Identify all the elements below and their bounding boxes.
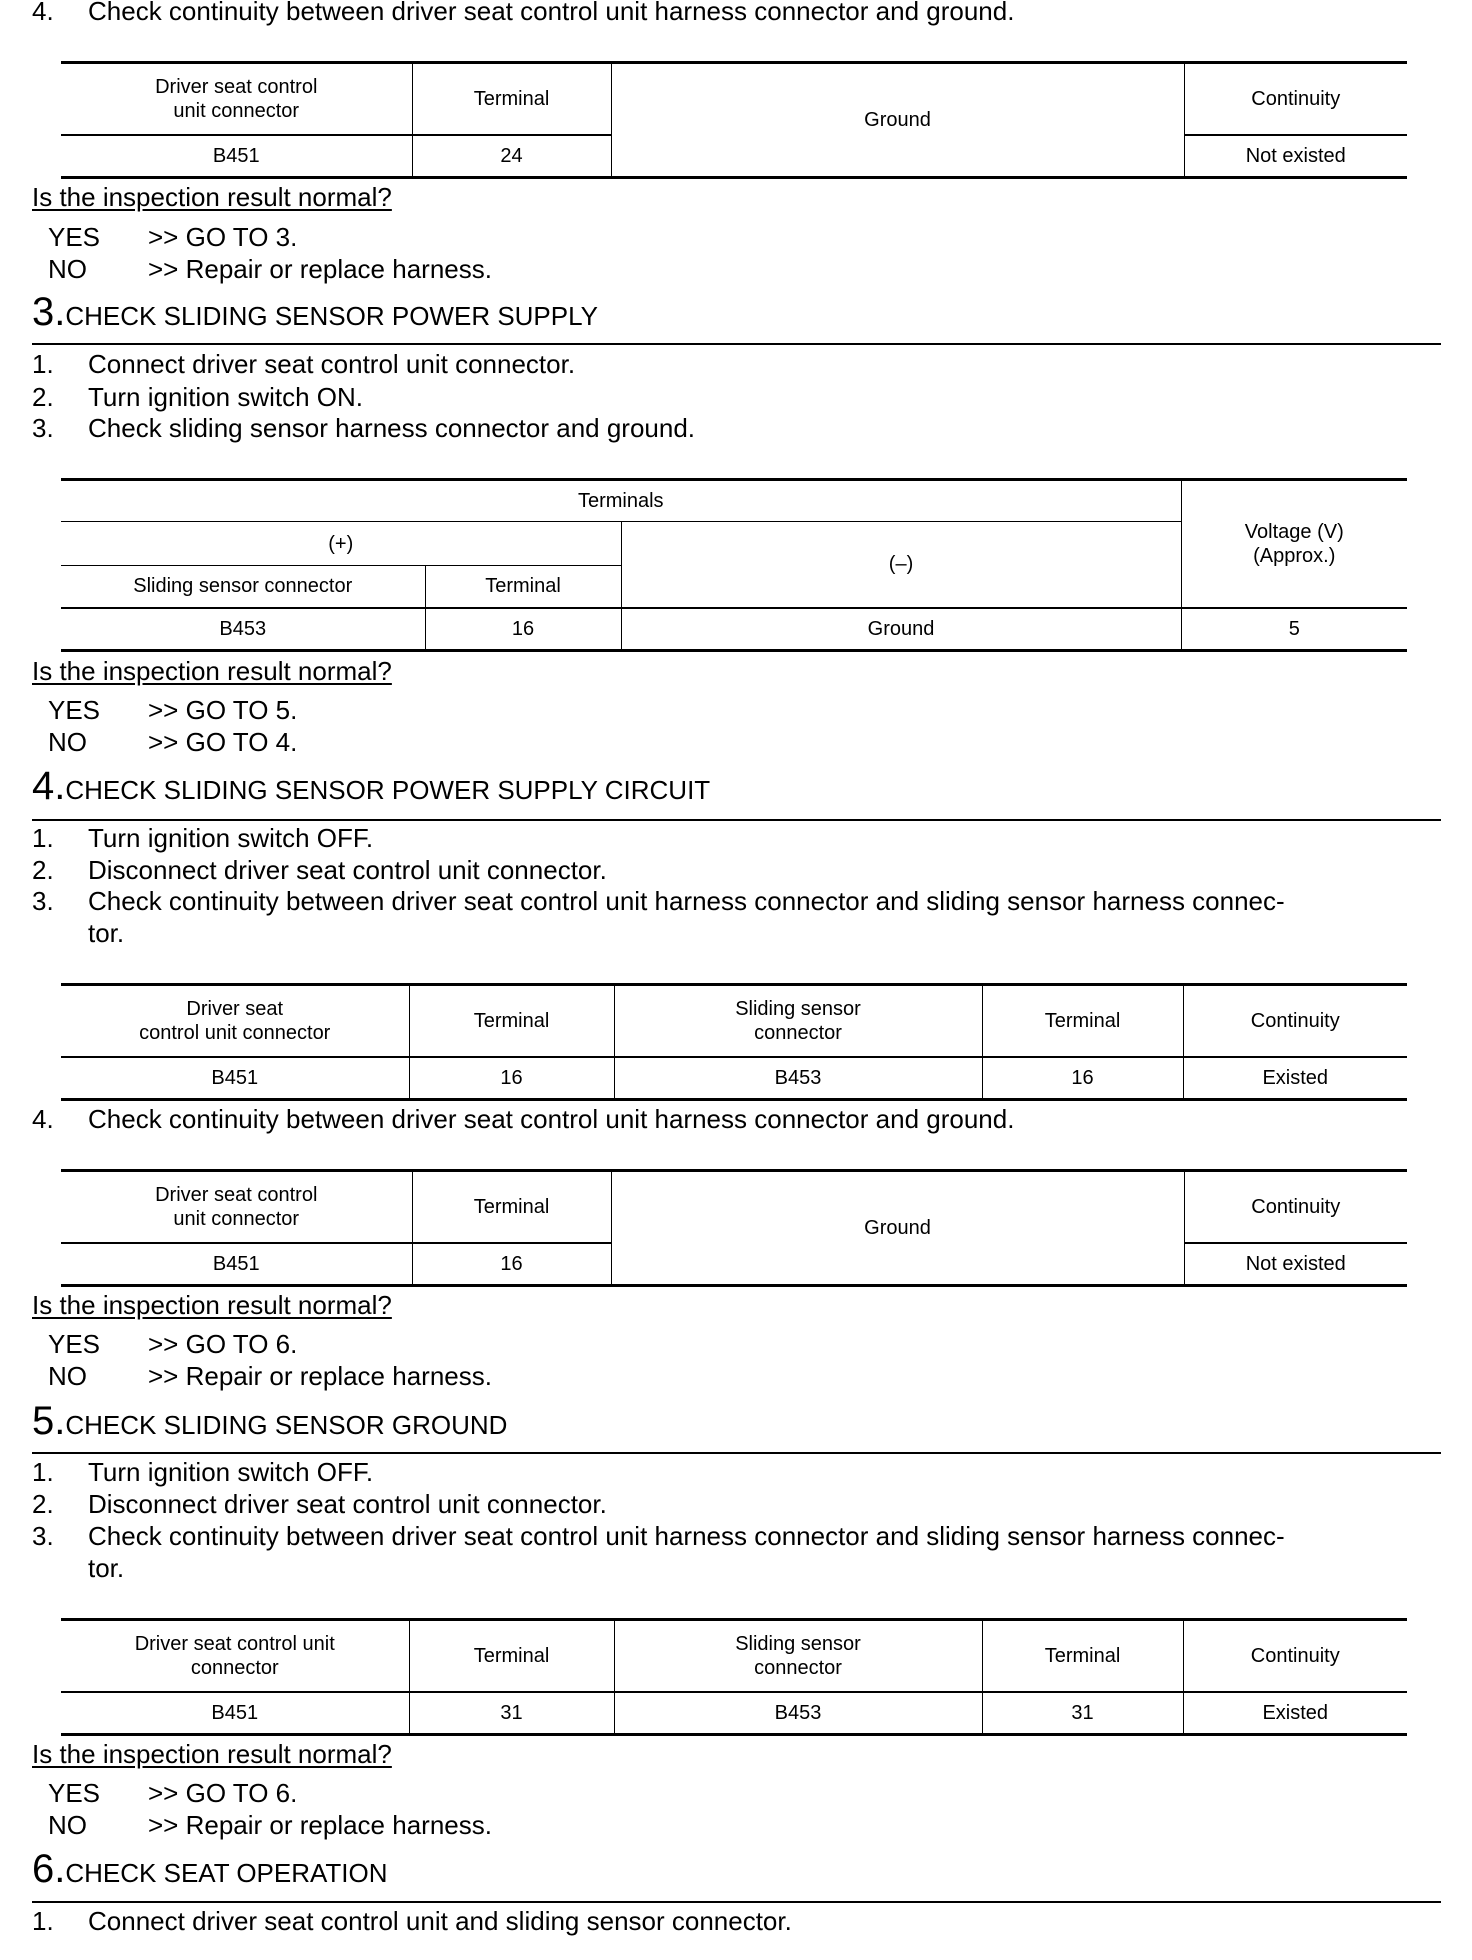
continuity-cell: Not existed xyxy=(1184,135,1407,178)
label: Driver seat control unit xyxy=(134,1632,335,1655)
header-connector-2 xyxy=(614,1620,982,1692)
connector-cell: B451 xyxy=(61,135,412,178)
no-answer: NO >> Repair or replace harness. xyxy=(48,254,492,284)
section-heading-6: 6.CHECK SEAT OPERATION xyxy=(32,1847,388,1891)
voltage-table xyxy=(61,478,1407,652)
terminal-cell: 16 xyxy=(409,1057,614,1100)
divider xyxy=(32,1901,1441,1903)
label: Sliding sensor xyxy=(735,997,861,1020)
divider xyxy=(32,1452,1441,1454)
header-continuity: Continuity xyxy=(1183,985,1407,1057)
continuity-table xyxy=(61,983,1407,1101)
yes-answer: YES >> GO TO 6. xyxy=(48,1778,298,1808)
header-continuity: Continuity xyxy=(1183,1620,1407,1692)
label: connector xyxy=(754,1656,842,1679)
connector-cell: B451 xyxy=(61,1692,409,1735)
continuity-table-ground xyxy=(61,1169,1407,1287)
connector-cell: B451 xyxy=(61,1057,409,1100)
yes-answer: YES >> GO TO 3. xyxy=(48,222,298,252)
header-terminal: Terminal xyxy=(412,63,611,135)
label: connector xyxy=(190,1656,279,1679)
continuity-table xyxy=(61,1618,1407,1736)
terminal-cell: 16 xyxy=(412,1243,611,1286)
inspection-question: Is the inspection result normal? xyxy=(32,1739,392,1769)
ground-cell: Ground xyxy=(611,1171,1184,1286)
no-answer: NO >> GO TO 4. xyxy=(48,727,298,757)
terminal-cell: 31 xyxy=(409,1692,614,1735)
header-connector: Sliding sensor connector xyxy=(61,566,425,608)
label: Sliding sensor xyxy=(735,1632,861,1655)
connector-cell: B453 xyxy=(614,1057,982,1100)
section-heading-3: 3.CHECK SLIDING SENSOR POWER SUPPLY xyxy=(32,290,598,334)
connector-cell: B453 xyxy=(61,608,425,651)
inspection-question: Is the inspection result normal? xyxy=(32,1290,392,1320)
yes-answer: YES >> GO TO 5. xyxy=(48,695,298,725)
connector-cell: B453 xyxy=(614,1692,982,1735)
terminal-cell: 16 xyxy=(425,608,621,651)
terminal-cell: 31 xyxy=(982,1692,1183,1735)
continuity-cell: Existed xyxy=(1183,1057,1407,1100)
header-terminals: Terminals xyxy=(61,480,1181,522)
header-continuity: Continuity xyxy=(1184,63,1407,135)
inspection-question: Is the inspection result normal? xyxy=(32,182,392,212)
voltage-label: Voltage (V) xyxy=(1244,520,1344,543)
divider xyxy=(32,819,1441,821)
section-heading-5: 5.CHECK SLIDING SENSOR GROUND xyxy=(32,1399,508,1443)
header-connector-1 xyxy=(61,985,409,1057)
header-connector-2 xyxy=(614,985,982,1057)
ground-cell: Ground xyxy=(611,63,1184,178)
header-terminal-1: Terminal xyxy=(409,985,614,1057)
ground-cell: Ground xyxy=(621,608,1181,651)
continuity-cell: Not existed xyxy=(1184,1243,1407,1286)
label: connector xyxy=(754,1021,842,1044)
header-terminal-2: Terminal xyxy=(982,985,1183,1057)
label: control unit connector xyxy=(139,1021,331,1044)
header-terminal-2: Terminal xyxy=(982,1620,1183,1692)
approx-label: (Approx.) xyxy=(1253,544,1336,567)
divider xyxy=(32,343,1441,345)
voltage-cell: 5 xyxy=(1181,608,1407,651)
terminal-cell: 24 xyxy=(412,135,611,178)
header-continuity: Continuity xyxy=(1184,1171,1407,1243)
no-answer: NO >> Repair or replace harness. xyxy=(48,1810,492,1840)
header-terminal: Terminal xyxy=(412,1171,611,1243)
inspection-question: Is the inspection result normal? xyxy=(32,656,392,686)
header-plus: (+) xyxy=(61,522,621,566)
continuity-cell: Existed xyxy=(1183,1692,1407,1735)
header-terminal-1: Terminal xyxy=(409,1620,614,1692)
section-heading-4: 4.CHECK SLIDING SENSOR POWER SUPPLY CIRCUIT xyxy=(32,764,711,808)
continuity-table-ground xyxy=(61,61,1407,179)
header-minus: (–) xyxy=(621,522,1181,608)
header-connector-1 xyxy=(61,1620,409,1692)
label: Driver seat xyxy=(186,997,284,1020)
header-connector: Driver seat control unit connector xyxy=(61,63,412,135)
header-terminal: Terminal xyxy=(425,566,621,608)
header-connector: Driver seat control unit connector xyxy=(61,1171,412,1243)
connector-cell: B451 xyxy=(61,1243,412,1286)
header-voltage xyxy=(1181,480,1407,608)
yes-answer: YES >> GO TO 6. xyxy=(48,1329,298,1359)
terminal-cell: 16 xyxy=(982,1057,1183,1100)
no-answer: NO >> Repair or replace harness. xyxy=(48,1361,492,1391)
